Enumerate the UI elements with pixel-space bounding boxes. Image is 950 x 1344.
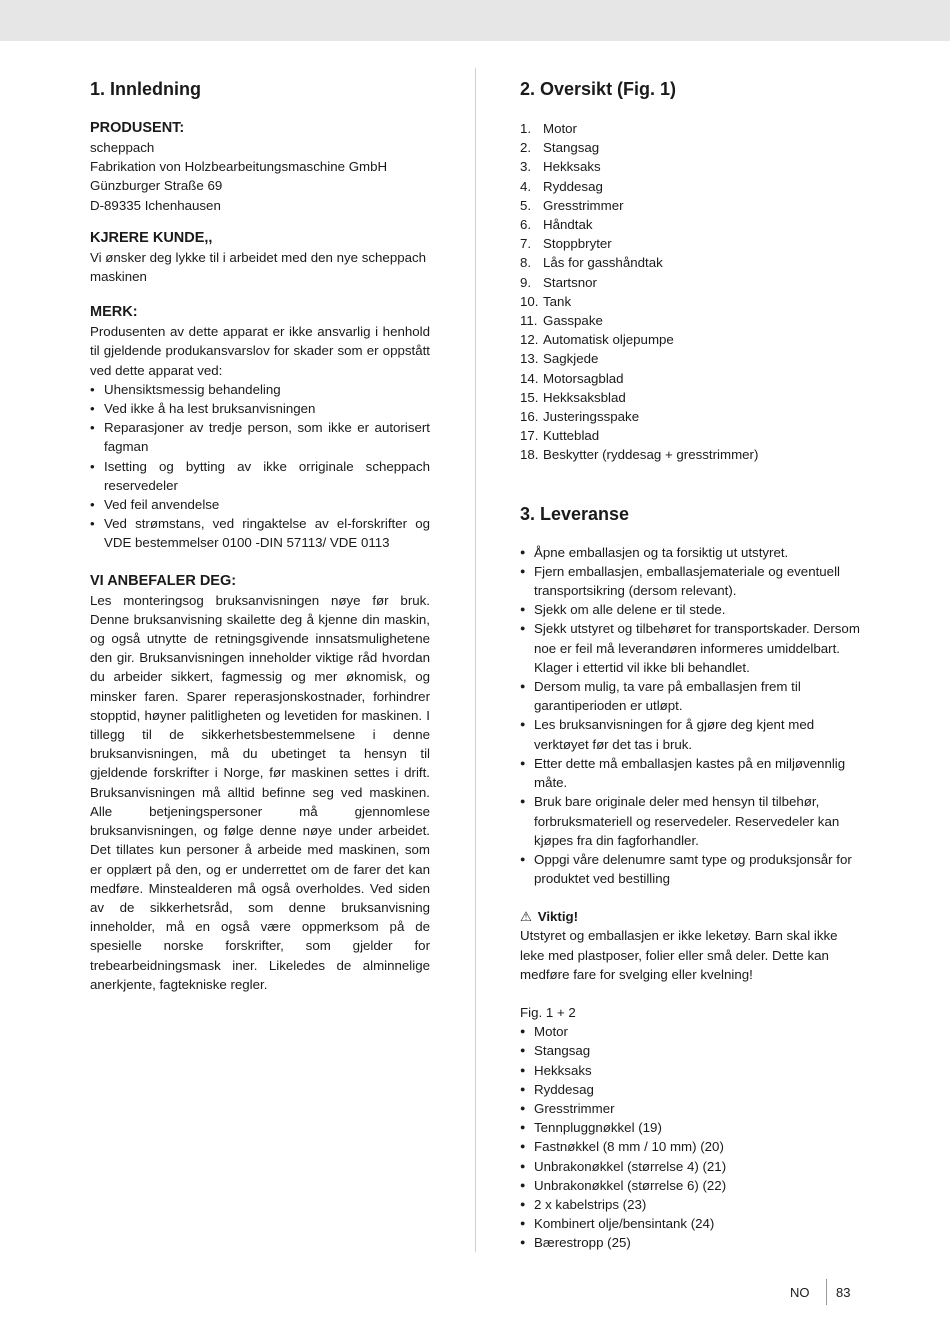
item-label: Hekksaks <box>543 159 601 175</box>
leveranse-list <box>520 543 860 889</box>
kjaere-kunde-heading: KJRERE KUNDE,, <box>90 229 213 246</box>
address-line: D-89335 Ichenhausen <box>90 197 221 213</box>
item-number: 14. <box>520 370 539 386</box>
delivery-item: ● Ryddesag <box>520 1080 860 1099</box>
item-number: 16. <box>520 409 539 425</box>
oversikt-item <box>520 157 860 176</box>
delivery-item: ● Unbrakonøkkel (størrelse 4) (21) <box>520 1157 860 1176</box>
fig-list <box>520 1022 860 1252</box>
item-number: 9. <box>520 274 532 290</box>
leveranse-item: ● Etter dette må emballasjen kastes på en miljøvennlig måte. <box>520 754 860 792</box>
item-label: Automatisk oljepumpe <box>543 332 674 348</box>
oversikt-item <box>520 234 860 253</box>
warning-icon: ⚠ <box>520 909 532 925</box>
oversikt-item <box>520 138 860 157</box>
produsent-address <box>90 138 430 215</box>
fig-label: Fig. 1 + 2 <box>520 1004 576 1020</box>
delivery-item: ● Stangsag <box>520 1041 860 1060</box>
item-number: 4. <box>520 178 532 194</box>
item-number: 10. <box>520 293 539 309</box>
section-title-leveranse: 3. Leveranse <box>520 503 630 524</box>
item-label: Motorsagblad <box>543 370 624 386</box>
delivery-item: ● Unbrakonøkkel (størrelse 6) (22) <box>520 1176 860 1195</box>
oversikt-list <box>520 119 860 465</box>
oversikt-item <box>520 388 860 407</box>
item-label: Kutteblad <box>543 428 600 444</box>
list-item: • Reparasjoner av tredje person, som ikke er autorisert fagman <box>90 418 430 456</box>
oversikt-item <box>520 273 860 292</box>
oversikt-item <box>520 119 860 138</box>
merk-list <box>90 380 430 553</box>
item-number: 5. <box>520 197 532 213</box>
delivery-item: ● Fastnøkkel (8 mm / 10 mm) (20) <box>520 1137 860 1156</box>
address-line: Fabrikation von Holzbearbeitungsmaschine GmbH <box>90 159 388 175</box>
leveranse-item: ● Oppgi våre delenumre samt type og produksjonsår for produktet ved bestilling <box>520 850 860 888</box>
delivery-item: ● 2 x kabelstrips (23) <box>520 1195 860 1214</box>
page-number: 83 <box>836 1285 851 1300</box>
leveranse-item: ● Dersom mulig, ta vare på emballasjen frem til garantiperioden er utløpt. <box>520 677 860 715</box>
item-label: Stoppbryter <box>543 236 612 252</box>
item-number: 13. <box>520 351 539 367</box>
oversikt-item <box>520 177 860 196</box>
list-item: • Isetting og bytting av ikke orriginale scheppach reservedeler <box>90 457 430 495</box>
footer-separator <box>826 1279 827 1305</box>
oversikt-item <box>520 407 860 426</box>
item-label: Sagkjede <box>543 351 599 367</box>
item-label: Ryddesag <box>543 178 603 194</box>
address-line: scheppach <box>90 140 155 155</box>
item-number: 11. <box>520 313 538 329</box>
produsent-heading: PRODUSENT: <box>90 120 185 136</box>
item-number: 17. <box>520 428 539 444</box>
merk-text: Produsenten av dette apparat er ikke ansvarlig i henhold til gjeldende produkansvarslov for skader som er oppstått ved dette apparat ved: <box>90 324 430 378</box>
item-number: 2. <box>520 140 532 156</box>
list-item: • Ved ikke å ha lest bruksanvisningen <box>90 399 430 418</box>
oversikt-item <box>520 196 860 215</box>
item-label: Beskytter (ryddesag + gresstrimmer) <box>543 447 759 463</box>
top-band <box>0 0 950 41</box>
item-label: Hekksaksblad <box>543 389 626 405</box>
oversikt-item <box>520 311 860 330</box>
delivery-item: ● Motor <box>520 1022 860 1041</box>
delivery-item: ● Gresstrimmer <box>520 1099 860 1118</box>
oversikt-item <box>520 215 860 234</box>
item-number: 15. <box>520 389 539 405</box>
item-label: Håndtak <box>543 217 593 233</box>
section-title-innledning: 1. Innledning <box>90 79 201 99</box>
item-number: 1. <box>520 121 532 136</box>
item-number: 7. <box>520 236 532 252</box>
oversikt-item <box>520 292 860 311</box>
item-number: 3. <box>520 159 532 175</box>
language-code: NO <box>790 1285 810 1300</box>
leveranse-item: ● Sjekk utstyret og tilbehøret for transportskader. Dersom noe er feil må leverandøren informeres umiddelbart. Klager i ettertid vil ikke bli behandlet. <box>520 619 860 677</box>
item-label: Stangsag <box>543 140 600 156</box>
item-number: 6. <box>520 217 532 233</box>
leveranse-item: ● Sjekk om alle delene er til stede. <box>520 600 860 619</box>
left-column <box>90 78 430 994</box>
leveranse-item: ● Åpne emballasjen og ta forsiktig ut utstyret. <box>520 543 860 562</box>
leveranse-item: ● Les bruksanvisningen for å gjøre deg kjent med verktøyet før det tas i bruk. <box>520 715 860 753</box>
oversikt-item <box>520 330 860 349</box>
column-divider <box>475 68 476 1252</box>
delivery-item: ● Tennpluggnøkkel (19) <box>520 1118 860 1137</box>
item-label: Gresstrimmer <box>543 197 624 213</box>
list-item: • Ved feil anvendelse <box>90 495 430 514</box>
item-label: Justeringsspake <box>543 409 640 425</box>
anbefaler-text: Les monteringsog bruksanvisningen nøye før bruk. Denne bruksanvisning skailette deg å kjenne din maskin, og også utnytte de retningsgivende innsatsmulighetene den gir. Bruksanvisningen inneholder viktige råd hvordan du arbeider sikkert, fagmessig og mer øknomisk, og minsker faren. Sparer reperasjonskostnader, forhindrer stopptid, høyner palitligheten og levetiden for maskinen. I tillegg til de sikkerhetsbestemmelsene i denne bruksanvisningen, må du ubetinget ta hensyn til gjeldende forskrifter i Norge, før maskinen settes i drift. Bruksanvisningen må alltid befinne seg ved maskinen. Alle betjeningspersoner må gjennomlese bruksanvisningen, og følge denne nøye under arbeidet. Det tillates kun personer å arbeide med maskinen, som er opplært på den, og er underrettet om de farer det kan medføre. Minstealderen må også overholdes. Ved siden av de sikkerhetsråd, som denne bruksanvisning inneholder, må en også være oppmerksom på de spesielle norske forskrifter, som gjelder for trebearbeidningsmask iner. Likeledes de alminnelige anerkjente, fagtekniske regler. <box>90 592 430 992</box>
item-label: Gasspake <box>543 313 603 329</box>
viktig-heading-label: Viktig! <box>537 909 579 925</box>
item-label: Lås for gasshåndtak <box>543 255 663 271</box>
oversikt-item <box>520 426 860 445</box>
oversikt-item <box>520 253 860 272</box>
merk-heading: MERK: <box>90 304 138 321</box>
item-number: 12. <box>520 332 539 348</box>
item-label: Tank <box>543 293 572 309</box>
delivery-item: ● Hekksaks <box>520 1061 860 1080</box>
item-label: Motor <box>543 121 577 136</box>
viktig-heading <box>520 907 860 926</box>
delivery-item: ● Bærestropp (25) <box>520 1233 860 1252</box>
section-title-oversikt: 2. Oversikt (Fig. 1) <box>520 79 677 99</box>
item-number: 18. <box>520 447 539 463</box>
oversikt-item <box>520 369 860 388</box>
leveranse-item: ● Fjern emballasjen, emballasjemateriale og eventuell transportsikring (dersom relevant). <box>520 562 860 600</box>
list-item: • Uhensiktsmessig behandeling <box>90 380 430 399</box>
item-label: Startsnor <box>543 274 597 290</box>
right-column <box>520 78 860 1253</box>
item-number: 8. <box>520 255 532 271</box>
leveranse-item: ● Bruk bare originale deler med hensyn til tilbehør, forbruksmateriell og reservedeler. Reservedeler kan kjøpes fra din fagforhandler. <box>520 792 860 850</box>
delivery-item: ● Kombinert olje/bensintank (24) <box>520 1214 860 1233</box>
address-line: Günzburger Straße 69 <box>90 178 223 194</box>
oversikt-item <box>520 445 860 464</box>
list-item: • Ved strømstans, ved ringaktelse av el-forskrifter og VDE bestemmelser 0100 -DIN 57113/ VDE 0113 <box>90 514 430 552</box>
kjaere-kunde-text: Vi ønsker deg lykke til i arbeidet med den nye scheppach maskinen <box>90 249 427 285</box>
oversikt-item <box>520 349 860 368</box>
anbefaler-heading: VI ANBEFALER DEG: <box>90 572 237 589</box>
viktig-text: Utstyret og emballasjen er ikke leketøy. Barn skal ikke leke med plastposer, folier eller små deler. Dette kan medføre fare for svelging eller kvelning! <box>520 928 838 982</box>
